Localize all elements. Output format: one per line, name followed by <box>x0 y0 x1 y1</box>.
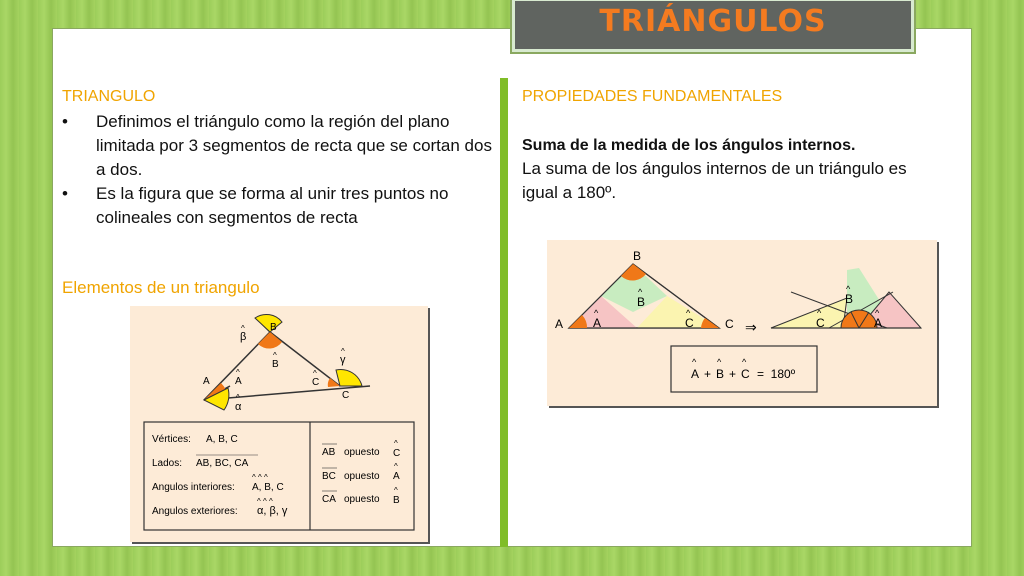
line-bc <box>270 332 340 386</box>
elements-subheading: Elementos de un triangulo <box>62 278 260 297</box>
opp1-word: opuesto <box>344 447 380 458</box>
angle-gamma-exterior <box>336 369 362 386</box>
label-b-top: B <box>633 249 642 263</box>
opp2-side: BC <box>322 471 336 482</box>
hat-eq-c: ^ <box>742 357 747 367</box>
vertices-label: Vértices: <box>152 434 191 445</box>
eq-b: B <box>716 367 725 381</box>
label-a-left: A <box>555 317 564 331</box>
interiores-label: Angulos interiores: <box>152 482 235 493</box>
exteriores-value: α, β, γ <box>257 505 288 517</box>
hat-opp3: ^ <box>394 486 398 495</box>
opp3-word: opuesto <box>344 494 380 505</box>
elements-figure <box>130 306 428 542</box>
hat-a: ^ <box>594 308 599 318</box>
alpha-label: α <box>235 401 242 413</box>
beta-label: β <box>240 331 247 343</box>
vertices-value: A, B, C <box>206 434 238 445</box>
property-text: La suma de los ángulos internos de un triángulo es igual a 180º. <box>522 159 907 202</box>
property-title: Suma de la medida de los ángulos internos. <box>522 137 856 154</box>
implies-arrow: ⇒ <box>745 319 757 335</box>
lados-value: AB, BC, CA <box>196 458 249 469</box>
hat-alpha: ^ <box>236 393 240 402</box>
eq-c: C <box>741 367 750 381</box>
hat-beta: ^ <box>241 324 245 333</box>
eq-plus-1: + <box>704 367 712 381</box>
exteriores-label: Angulos exteriores: <box>152 506 238 517</box>
elements-diagram <box>130 306 428 542</box>
hat-opp2: ^ <box>394 462 398 471</box>
label-b2: B <box>845 292 854 306</box>
label-b-hat: B <box>637 295 646 309</box>
hat-c2: ^ <box>817 308 822 318</box>
label-a2: A <box>874 316 883 330</box>
slide-title: TRIÁNGULOS <box>599 4 827 39</box>
opp3-angle: B <box>393 495 400 506</box>
hat-eq-b: ^ <box>717 357 722 367</box>
hat-gamma: ^ <box>341 347 345 356</box>
right-heading: PROPIEDADES FUNDAMENTALES <box>522 88 783 105</box>
opp1-side: AB <box>322 447 336 458</box>
left-heading: TRIANGULO <box>62 88 156 105</box>
hat-angle-b: ^ <box>273 351 277 360</box>
hat-opp1: ^ <box>394 439 398 448</box>
label-c2: C <box>816 316 825 330</box>
interiores-value: A, B, C <box>252 482 284 493</box>
vertex-a-label: A <box>203 376 210 387</box>
vertex-c-label: C <box>342 390 350 401</box>
hat-angle-a: ^ <box>236 368 240 377</box>
opp2-angle: A <box>393 471 400 482</box>
hat-b2: ^ <box>846 284 851 294</box>
label-c-hat: C <box>685 316 694 330</box>
hat-angle-c: ^ <box>313 369 317 378</box>
angle-a-label: A <box>235 376 242 387</box>
angle-b-label: B <box>272 359 279 370</box>
eq-plus-2: + <box>729 367 737 381</box>
definition-list <box>62 110 502 230</box>
lados-label: Lados: <box>152 458 183 469</box>
piece-c <box>771 298 847 328</box>
angle-sum-diagram <box>547 240 937 406</box>
hat-c: ^ <box>686 308 691 318</box>
hat-b: ^ <box>638 287 643 297</box>
angle-beta-exterior <box>255 314 282 332</box>
hat-interiores: ^ ^ ^ <box>252 473 268 482</box>
hat-a2: ^ <box>875 308 880 318</box>
list-item: • Definimos el triángulo como la región del plano limitada por 3 segmentos de recta que se cortan dos a dos. <box>62 110 502 182</box>
angle-sum-figure <box>547 240 937 406</box>
gamma-label: γ <box>340 354 346 366</box>
list-item: • Es la figura que se forma al unir tres puntos no colineales con segmentos de recta <box>62 182 502 230</box>
angle-c-label: C <box>312 377 320 388</box>
vertex-b-label: B <box>270 322 277 333</box>
eq-a: A <box>691 367 700 381</box>
hat-eq-a: ^ <box>692 357 697 367</box>
opp1-angle: C <box>393 448 401 459</box>
eq-rest: = 180º <box>757 367 796 381</box>
label-a-hat: A <box>593 316 602 330</box>
opp3-side: CA <box>322 494 336 505</box>
label-c-right: C <box>725 317 734 331</box>
opp2-word: opuesto <box>344 471 380 482</box>
hat-exteriores: ^ ^ ^ <box>257 497 273 506</box>
title-box <box>512 0 914 52</box>
